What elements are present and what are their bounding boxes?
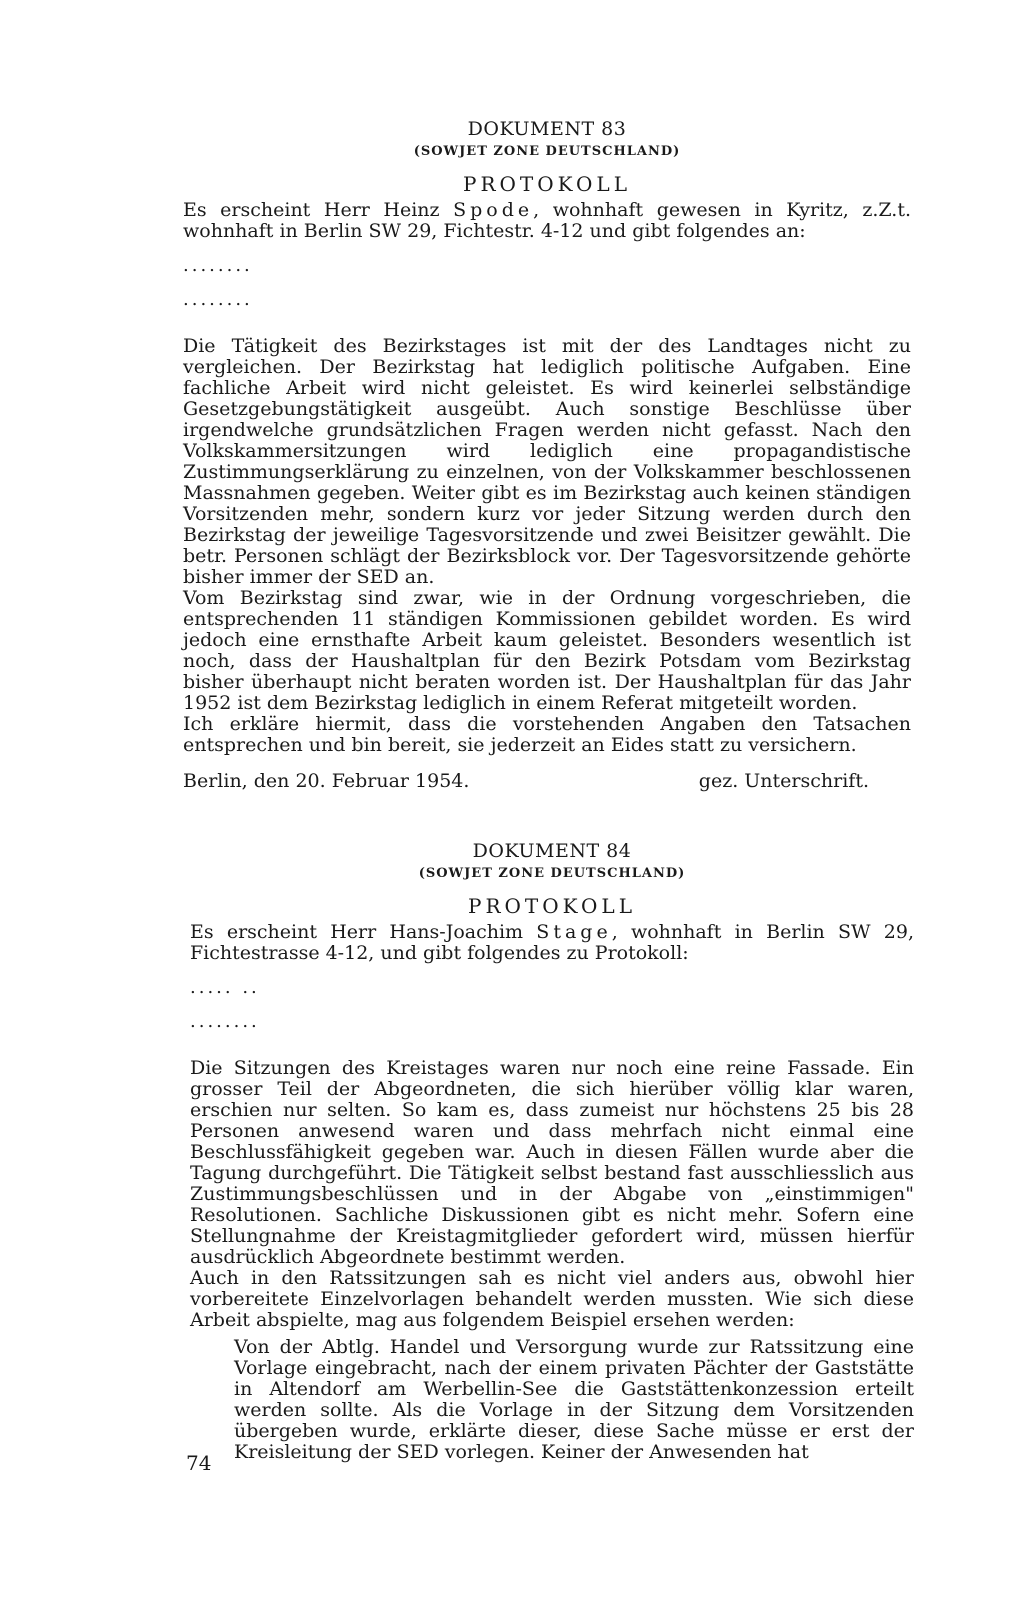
document-83	[183, 118, 911, 792]
document-84-intro	[190, 922, 914, 964]
document-84-intro-end: , wohnhaft in Berlin SW 29, Fichtestrasse 4-12, und gibt folgendes zu Protokoll:	[190, 921, 914, 964]
document-84-example-paragraph: Von der Abtlg. Handel und Versorgung wurde zur Ratssitzung eine Vorlage eingebracht, nach der einem privaten Pächter der Gaststätte in Altendorf am Werbellin-See die Gaststättenkonzession erteilt werden sollte. Als die Vorlage in der Sitzung dem Vorsitzenden übergeben wurde, erklärte dieser, diese Sache müsse er erst der Kreisleitung der SED vorlegen. Keiner der Anwesenden hat	[234, 1336, 914, 1463]
document-83-signature: gez. Unterschrift.	[698, 770, 869, 792]
document-84-ellipsis-1: ..... ..	[190, 977, 260, 998]
document-83-paragraph-3: Ich erkläre hiermit, dass die vorstehenden Angaben den Tatsachen entsprechen und bin bereit, sie jederzeit an Eides statt zu versichern.	[183, 713, 911, 756]
document-83-witness-name: Spode	[453, 199, 534, 221]
spacer	[190, 1032, 914, 1058]
document-84-protokoll-title: PROTOKOLL	[467, 894, 636, 918]
document-84-heading: DOKUMENT 84	[472, 840, 632, 862]
document-83-intro	[183, 200, 911, 242]
spacer	[183, 310, 911, 336]
document-84-witness-name: Stage	[536, 921, 612, 943]
document-84-subheading: (SOWJET ZONE DEUTSCHLAND)	[418, 866, 686, 881]
document-84-paragraph-1: Die Sitzungen des Kreistages waren nur noch eine reine Fassade. Ein grosser Teil der Abgeordneten, die sich hierüber völlig klar waren, erschien nur selten. So kam es, dass zumeist nur höchstens 25 bis 28 Personen anwesend waren und dass mehrfach nicht einmal eine Beschlussfähigkeit gegeben war. Auch in diesen Fällen wurde aber die Tagung durchgeführt. Die Tätigkeit selbst bestand fast ausschliesslich aus Zustimmungsbeschlüssen und in der Abgabe von „einstimmigen" Resolutionen. Sachliche Diskussionen gibt es nicht mehr. Sofern eine Stellungnahme der Kreistagmitglieder gefordert wird, müssen hierfür ausdrücklich Abgeordnete bestimmt werden.	[190, 1057, 914, 1268]
document-84	[190, 840, 914, 1463]
document-83-paragraph-1: Die Tätigkeit des Bezirkstages ist mit der des Landtages nicht zu vergleichen. Der Bezirkstag hat lediglich politische Aufgaben. Eine fachliche Arbeit wird nicht geleistet. Es wird keinerlei selbständige Gesetzgebungstätigkeit ausgeübt. Auch sonstige Beschlüsse über irgendwelche grundsätzlichen Fragen werden nicht gefasst. Nach den Volkskammersitzungen wird lediglich eine propagandistische Zustimmungserklärung zu einzelnen, von der Volkskammer beschlossenen Massnahmen gegeben. Weiter gibt es im Bezirkstag auch keinen ständigen Vorsitzenden mehr, sondern kurz vor jeder Sitzung werden durch den Bezirkstag der jeweilige Tagesvorsitzende und zwei Beisitzer gewählt. Die betr. Personen schlägt der Bezirksblock vor. Der Tagesvorsitzende gehörte bisher immer der SED an.	[183, 335, 911, 588]
document-83-place-date: Berlin, den 20. Februar 1954.	[183, 770, 470, 792]
document-84-ellipsis-2: ........	[190, 1011, 260, 1032]
document-83-signature-line	[183, 770, 911, 792]
page-number: 74	[186, 1451, 212, 1475]
document-83-heading: DOKUMENT 83	[467, 118, 627, 140]
document-83-paragraph-2: Vom Bezirkstag sind zwar, wie in der Ordnung vorgeschrieben, die entsprechenden 11 ständigen Kommissionen gebildet worden. Es wird jedoch eine ernsthafte Arbeit kaum geleistet. Besonders wesentlich ist noch, dass der Haushaltplan für den Bezirk Potsdam vom Bezirkstag bisher überhaupt nicht beraten worden ist. Der Haushaltplan für das Jahr 1952 ist dem Bezirkstag lediglich in einem Referat mitgeteilt worden.	[183, 587, 911, 714]
document-83-intro-end: , wohnhaft gewesen in Kyritz, z.Z.t. wohnhaft in Berlin SW 29, Fichtestr. 4-12 und gibt folgendes an:	[183, 199, 912, 242]
document-83-protokoll-title: PROTOKOLL	[462, 172, 631, 196]
document-83-subheading: (SOWJET ZONE DEUTSCHLAND)	[413, 144, 681, 159]
document-84-intro-start: Es erscheint Herr Hans-Joachim	[190, 921, 537, 943]
document-84-paragraph-2: Auch in den Ratssitzungen sah es nicht viel anders aus, obwohl hier vorbereitete Einzelvorlagen behandelt werden mussten. Wie sich diese Arbeit abspielte, mag aus folgendem Beispiel ersehen werden:	[190, 1267, 914, 1331]
document-83-ellipsis-2: ........	[183, 289, 253, 310]
document-83-ellipsis-1: ........	[183, 255, 253, 276]
document-83-intro-start: Es erscheint Herr Heinz	[183, 199, 454, 221]
